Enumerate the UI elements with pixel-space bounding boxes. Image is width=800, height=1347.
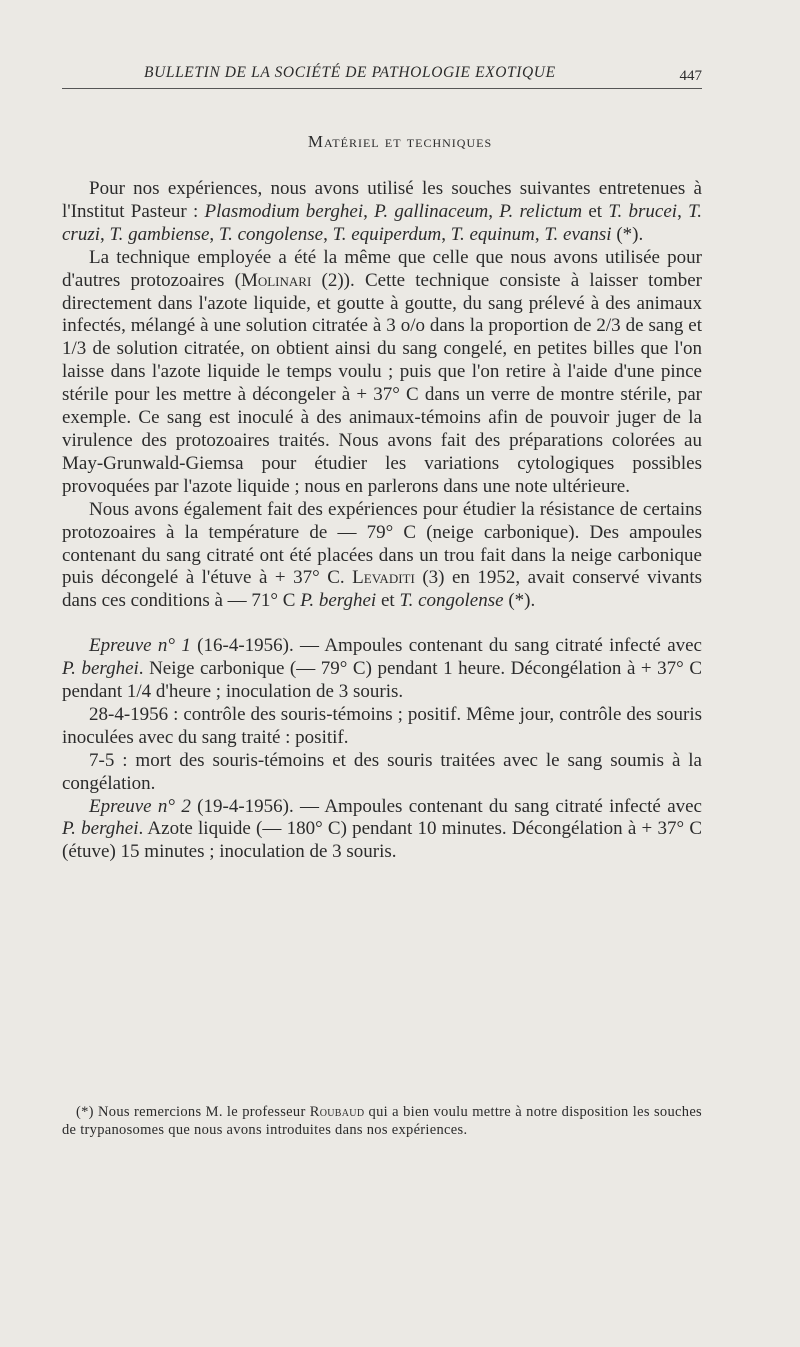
- paragraph-strains: Pour nos expériences, nous avons utilisé les souches suivantes entretenues à l'Institut Pasteur : Plasmodium berghei, P. gallinaceum, P. relictum et T. brucei, T. cruzi, T. gambiense, T. congolense, T. equiperdum, T. equinum, T. evansi (*).: [62, 178, 702, 245]
- section-title: Matériel et techniques: [307, 132, 493, 151]
- paragraph-test-1: Epreuve n° 1 (16-4-1956). — Ampoules contenant du sang citraté infecté avec P. berghei. Neige carbonique (— 79° C) pendant 1 heure. Décongélation à + 37° C pendant 1/4 d'heure ; inoculation de 3 souris.: [62, 635, 702, 703]
- journal-title: BULLETIN DE LA SOCIÉTÉ DE PATHOLOGIE EXOTIQUE: [144, 64, 556, 81]
- body-text: [62, 178, 702, 864]
- paragraph-test-2: Epreuve n° 2 (19-4-1956). — Ampoules contenant du sang citraté infecté avec P. berghei. Azote liquide (— 180° C) pendant 10 minutes. Décongélation à + 37° C (étuve) 15 minutes ; inoculation de 3 souris.: [62, 795, 703, 863]
- paragraph-technique: La technique employée a été la même que celle que nous avons utilisée pour d'autres protozoaires (Molinari (2)). Cette technique consiste à laisser tomber directement dans l'azote liquide, et goutte à goutte, du sang prélevé à des animaux infectés, mélangé à une solution citratée à 3 o/o dans la proportion de 2/3 de sang et 1/3 de solution citratée, on obtient ainsi du sang congelé, en petites billes que l'on laisse dans l'azote liquide le temps voulu ; puis que l'on retire à l'aide d'une pince stérile pour les mettre à décongeler à + 37° C dans un verre de montre stérile, par exemple. Ce sang est inoculé à des animaux-témoins afin de pouvoir juger de la virulence des protozoaires traités. Nous avons fait des préparations colorées au May-Grunwald-Giemsa pour étudier les variations cytologiques possibles provoquées par l'azote liquide ; nous en parlerons dans une note ultérieure.: [62, 246, 702, 497]
- paragraph-control-28-4: 28-4-1956 : contrôle des souris-témoins ; positif. Même jour, contrôle des souris inoculées avec du sang traité : positif.: [62, 703, 702, 748]
- paragraph-carbonic-snow: Nous avons également fait des expériences pour étudier la résistance de certains protozoaires à la température de — 79° C (neige carbonique). Des ampoules contenant du sang citraté ont été placées dans un trou fait dans la neige carbonique puis décongelé à l'étuve à + 37° C. Levaditi (3) en 1952, avait conservé vivants dans ces conditions à — 71° C P. berghei et T. congolense (*).: [62, 498, 702, 612]
- running-header: [62, 58, 702, 89]
- paragraph-death-7-5: 7-5 : mort des souris-témoins et des souris traitées avec le sang soumis à la congélation.: [62, 749, 702, 794]
- footnote: (*) Nous remercions M. le professeur Roubaud qui a bien voulu mettre à notre disposition les souches de trypanosomes que nous avons introduites dans nos expériences.: [62, 1104, 702, 1138]
- page-number: 447: [679, 68, 702, 84]
